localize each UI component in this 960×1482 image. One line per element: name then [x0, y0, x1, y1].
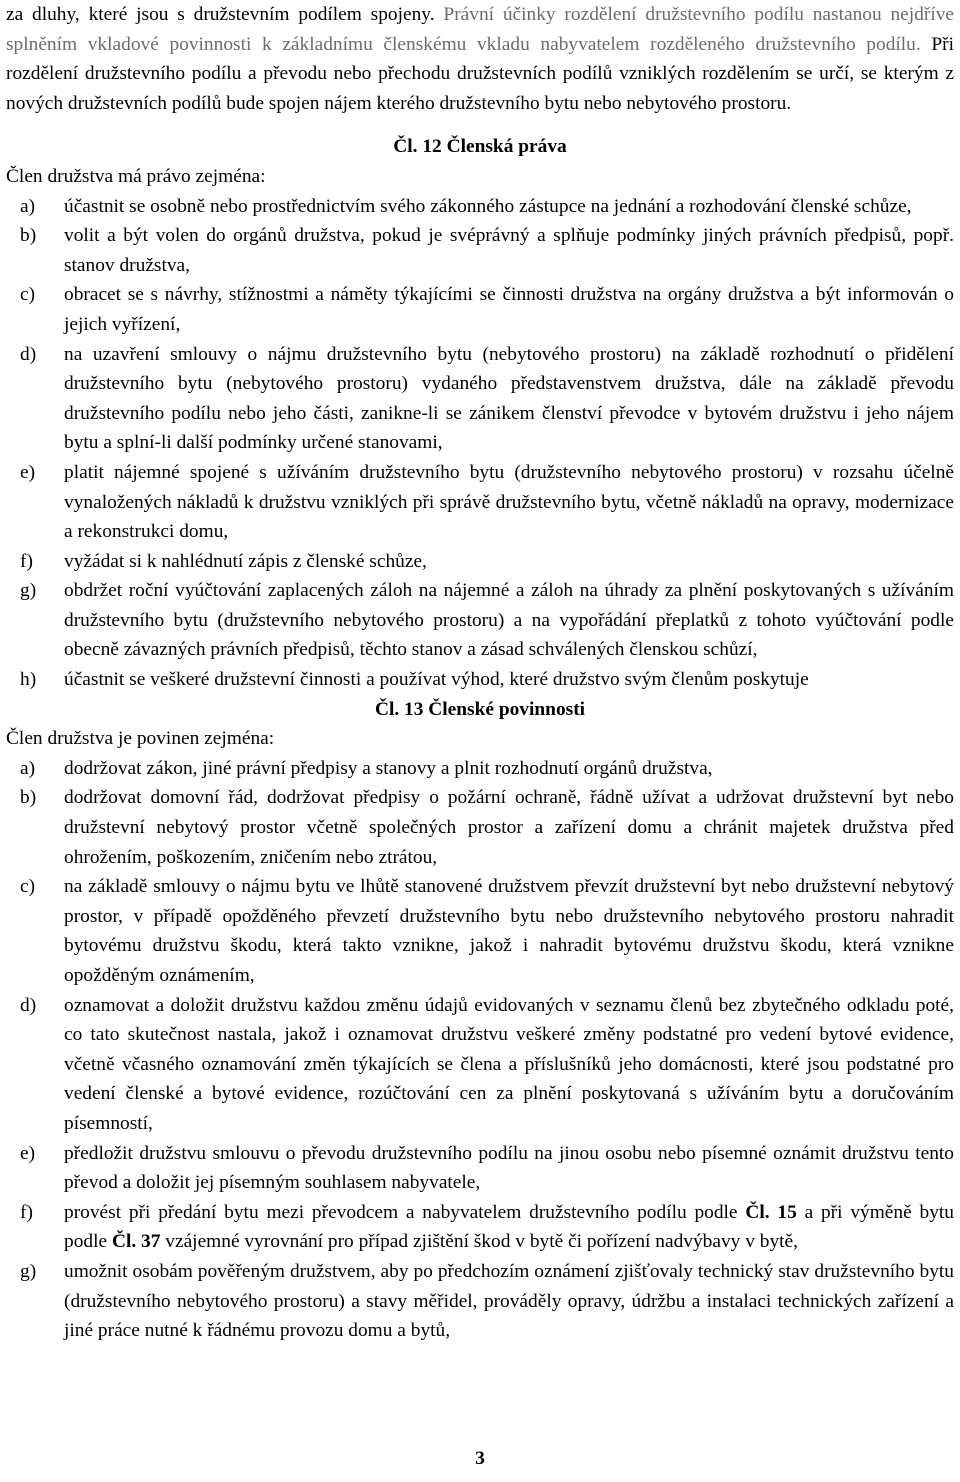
list-item	[6, 991, 954, 1139]
list-item-text: obdržet roční vyúčtování zaplacených záloh na nájemné a záloh na úhrady za plnění poskytovaných s užíváním družstevního bytu (družstevního nebytového prostoru) a na vypořádání přeplatků z tohoto vyúčtování podle obecně závazných právních předpisů, těchto stanov a zásad schválených členskou schůzí,	[64, 580, 954, 661]
list-item	[6, 221, 954, 280]
list-item	[6, 1257, 954, 1346]
list-item	[6, 340, 954, 458]
list-item-text: oznamovat a doložit družstvu každou změnu údajů evidovaných v seznamu členů bez zbytečného odkladu poté, co tato skutečnost nastala, jakož i oznamovat družstvu veškeré změny podstatné pro vedení bytové evidence, včetně včasného oznamování změn týkajících se člena a příslušníků jeho domácnosti, které jsou podstatné pro vedení členské a bytové evidence, rozúčtování cen za plnění poskytovaná s užíváním bytu a doručováním písemností,	[64, 994, 954, 1134]
list-item-text: platit nájemné spojené s užíváním družstevního bytu (družstevního nebytového prostoru) v rozsahu účelně vynaložených nákladů k družstvu vzniklých při správě družstevního bytu, včetně nákladů na opravy, modernizace a rekonstrukci domu,	[64, 461, 954, 543]
list-marker: e)	[20, 461, 36, 483]
list-marker: d)	[20, 343, 37, 365]
list-item	[6, 547, 954, 577]
list-marker: a)	[20, 195, 36, 217]
list-marker: f)	[20, 1201, 33, 1223]
opening-paragraph	[6, 0, 954, 118]
article-13-intro: Člen družstva je povinen zejména:	[6, 728, 275, 750]
article-12-list	[6, 192, 954, 695]
article-12-heading: Čl. 12 Členská práva	[393, 136, 567, 158]
list-item	[6, 192, 954, 222]
list-marker: d)	[20, 994, 37, 1016]
list-item	[6, 576, 954, 665]
article-13-list	[6, 754, 954, 1346]
list-item	[6, 783, 954, 872]
list-marker: g)	[20, 1260, 37, 1282]
list-item-text: dodržovat domovní řád, dodržovat předpisy o požární ochraně, řádně užívat a udržovat družstevní byt nebo družstevní nebytový prostor včetně společných prostor a zařízení domu a chránit majetek družstva před ohrožením, poškozením, zničením nebo ztrátou,	[64, 787, 954, 868]
document-page	[6, 0, 954, 1346]
list-marker: h)	[20, 669, 37, 691]
list-marker: f)	[20, 550, 33, 572]
list-marker: b)	[20, 225, 37, 247]
article-reference: Čl. 15	[745, 1201, 797, 1223]
article-12-intro: Člen družstva má právo zejména:	[6, 165, 266, 187]
list-marker: g)	[20, 580, 37, 602]
list-marker: e)	[20, 1142, 36, 1164]
list-marker: a)	[20, 757, 36, 779]
list-item	[6, 754, 954, 784]
opening-part-3: Při rozdělení družstevního podílu a převodu nebo přechodu družstevních podílů vzniklých rozdělením se určí, se kterým z nových družstevních podílů bude spojen nájem kterého družstevního bytu nebo nebytového prostoru.	[6, 33, 954, 114]
list-item-text-between-refs: a při výměně bytu podle	[64, 1201, 954, 1253]
page-number: 3	[475, 1448, 485, 1469]
list-marker: b)	[20, 787, 37, 809]
list-item-text: obracet se s návrhy, stížnostmi a náměty týkajícími se činnosti družstva na orgány družstva a být informován o jejich vyřízení,	[64, 284, 954, 335]
list-item-text: na uzavření smlouvy o nájmu družstevního bytu (nebytového prostoru) na základě rozhodnutí o přidělení družstevního bytu (nebytového prostoru) vydaného představenstvem družstva, dále na základě převodu družstevního podílu nebo jeho části, zanikne-li se zánikem členství převodce v bytovém družstvu i jeho nájem bytu a splní-li další podmínky určené stanovami,	[64, 343, 954, 454]
list-item	[6, 280, 954, 339]
list-item	[6, 665, 954, 695]
list-item-text: předložit družstvu smlouvu o převodu družstevního podílu na jinou osobu nebo písemné oznámit družstvu tento převod a doložit jej písemným souhlasem nabyvatele,	[64, 1142, 954, 1194]
list-item-text: dodržovat zákon, jiné právní předpisy a stanovy a plnit rozhodnutí orgánů družstva,	[64, 757, 713, 779]
list-item	[6, 458, 954, 547]
list-item-text: volit a být volen do orgánů družstva, pokud je svéprávný a splňuje podmínky jiných právních předpisů, popř. stanov družstva,	[64, 225, 954, 276]
list-item-text-before-ref-1: provést při předání bytu mezi převodcem a nabyvatelem družstevního podílu podle	[64, 1201, 746, 1223]
article-13-heading: Čl. 13 Členské povinnosti	[374, 698, 586, 720]
list-item-text: účastnit se veškeré družstevní činnosti a používat výhod, které družstvo svým členům poskytuje	[64, 669, 809, 691]
opening-part-1: za dluhy, které jsou s družstevním podílem spojeny.	[6, 4, 444, 25]
list-item-text: účastnit se osobně nebo prostřednictvím svého zákonného zástupce na jednání a rozhodování členské schůze,	[64, 195, 912, 217]
list-marker: c)	[20, 876, 36, 898]
list-item-text: umožnit osobám pověřeným družstvem, aby po předchozím oznámení zjišťovaly technický stav družstevního bytu (družstevního nebytového prostoru) a stavy měřidel, prováděly opravy, údržbu a instalaci technických zařízení a jiné práce nutné k řádnému provozu domu a bytů,	[64, 1260, 954, 1342]
list-marker: c)	[20, 284, 36, 306]
list-item-text: na základě smlouvy o nájmu bytu ve lhůtě stanovené družstvem převzít družstevní byt nebo družstevní nebytový prostor, v případě opožděného převzetí družstevního bytu nebo družstevního nebytového prostoru nahradit bytovému družstvu škodu, která takto vznikne, jakož i nahradit bytovému družstvu škodu, která vznikne opožděným oznámením,	[64, 876, 954, 986]
list-item-text: vyžádat si k nahlédnutí zápis z členské schůze,	[64, 550, 427, 572]
article-reference: Čl. 37	[111, 1231, 161, 1253]
list-item	[6, 1139, 954, 1198]
list-item-text-after-ref-2: vzájemné vyrovnání pro případ zjištění škod v bytě či pořízení nadvýbavy v bytě,	[160, 1231, 798, 1253]
opening-part-2-gray: Právní účinky rozdělení družstevního podílu nastanou nejdříve splněním vkladové povinnosti k základnímu členskému vkladu nabyvatelem rozděleného družstevního podílu.	[6, 4, 954, 55]
list-item	[6, 872, 954, 990]
list-item	[6, 1198, 954, 1257]
